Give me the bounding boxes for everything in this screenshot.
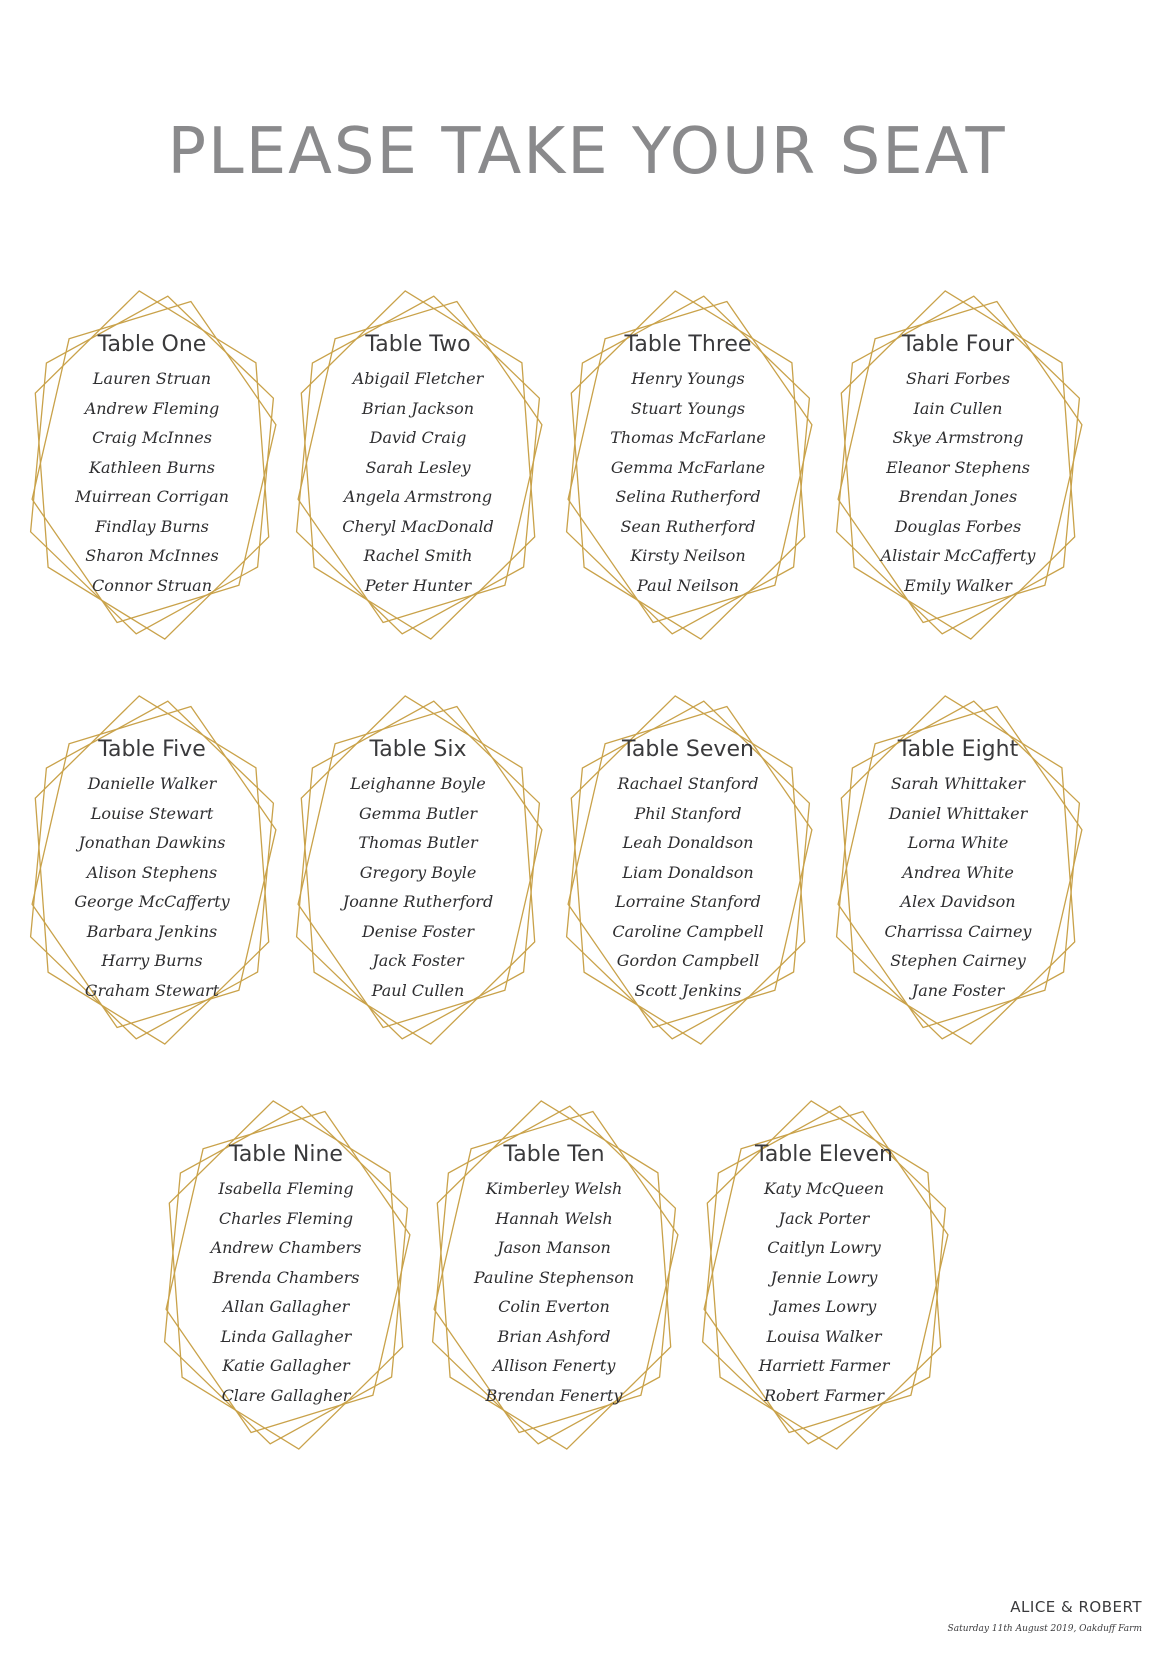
guest-name: Jonathan Dawkins bbox=[78, 833, 226, 852]
guest-name: Abigail Fletcher bbox=[352, 369, 484, 388]
guest-name: Findlay Burns bbox=[95, 516, 209, 536]
guest-name: Muirrean Corrigan bbox=[75, 487, 229, 506]
table-name: Table Six bbox=[369, 737, 467, 762]
guest-name: Jennie Lowry bbox=[770, 1267, 878, 1287]
guest-name: Emily Walker bbox=[904, 575, 1012, 595]
table-name: Table Ten bbox=[503, 1142, 605, 1167]
guest-name: Paul Cullen bbox=[371, 980, 465, 1000]
guest-name: Gemma Butler bbox=[359, 803, 477, 823]
guest-name: Stuart Youngs bbox=[630, 398, 746, 418]
guest-name: Scott Jenkins bbox=[634, 980, 742, 1000]
guest-name: Harriett Farmer bbox=[758, 1356, 890, 1375]
guest-name: Angela Armstrong bbox=[343, 487, 493, 506]
guest-name: Daniel Whittaker bbox=[888, 803, 1028, 823]
table-text bbox=[278, 735, 558, 1005]
table-text bbox=[684, 1140, 964, 1410]
couple-names: ALICE & ROBERT bbox=[1010, 1598, 1142, 1616]
guest-name: Louise Stewart bbox=[90, 803, 214, 823]
guest-name: Thomas Butler bbox=[358, 833, 478, 852]
table-text bbox=[146, 1140, 426, 1410]
guest-name: Eleanor Stephens bbox=[886, 457, 1030, 477]
guest-name: Douglas Forbes bbox=[894, 516, 1022, 536]
page-title: PLEASE TAKE YOUR SEAT bbox=[167, 115, 1007, 189]
guest-name: Skye Armstrong bbox=[892, 428, 1024, 447]
guest-name: Alison Stephens bbox=[86, 862, 218, 882]
table-name: Table Nine bbox=[229, 1142, 343, 1167]
guest-name: Peter Hunter bbox=[364, 575, 472, 595]
guest-name: Isabella Fleming bbox=[218, 1179, 354, 1198]
guest-name: Caroline Campbell bbox=[612, 921, 764, 941]
guest-name: Paul Neilson bbox=[637, 575, 739, 595]
table-name: Table One bbox=[97, 332, 207, 357]
guest-name: Katy McQueen bbox=[763, 1179, 885, 1198]
table-name: Table Four bbox=[901, 332, 1015, 357]
guest-name: Kathleen Burns bbox=[89, 457, 215, 477]
guest-name: Selina Rutherford bbox=[615, 487, 761, 506]
guest-name: David Craig bbox=[369, 428, 467, 447]
guest-name: Graham Stewart bbox=[84, 980, 220, 1000]
guest-name: Katie Gallagher bbox=[222, 1356, 350, 1375]
table-card bbox=[548, 675, 828, 1065]
table-card bbox=[818, 675, 1098, 1065]
guest-name: Jack Foster bbox=[372, 951, 464, 970]
guest-name: Connor Struan bbox=[91, 575, 213, 595]
table-card bbox=[818, 270, 1098, 660]
guest-name: Brendan Jones bbox=[898, 487, 1018, 506]
guest-name: Linda Gallagher bbox=[220, 1326, 352, 1346]
guest-name: Jane Foster bbox=[911, 980, 1005, 1000]
guest-name: Thomas McFarlane bbox=[610, 428, 766, 447]
guest-name: Barbara Jenkins bbox=[86, 921, 218, 941]
guest-name: Harry Burns bbox=[101, 951, 203, 970]
guest-name: Lorraine Stanford bbox=[615, 892, 761, 911]
table-card bbox=[684, 1080, 964, 1470]
guest-name: Lauren Struan bbox=[92, 369, 212, 388]
guest-name: Henry Youngs bbox=[631, 369, 745, 388]
guest-name: Iain Cullen bbox=[913, 398, 1003, 418]
guest-name: Joanne Rutherford bbox=[342, 892, 494, 911]
guest-name: Andrea White bbox=[902, 862, 1014, 882]
guest-name: Colin Everton bbox=[498, 1297, 610, 1316]
table-card bbox=[278, 270, 558, 660]
event-date-venue: Saturday 11th August 2019, Oakduff Farm bbox=[947, 1624, 1142, 1634]
guest-name: Andrew Fleming bbox=[84, 398, 220, 418]
guest-name: Brenda Chambers bbox=[212, 1267, 360, 1287]
guest-name: Shari Forbes bbox=[905, 369, 1011, 388]
table-card bbox=[12, 270, 292, 660]
table-text bbox=[548, 330, 828, 600]
guest-name: Sarah Whittaker bbox=[890, 774, 1026, 793]
guest-name: Caitlyn Lowry bbox=[767, 1238, 881, 1257]
guest-name: George McCafferty bbox=[74, 892, 230, 911]
guest-name: Kirsty Neilson bbox=[630, 546, 746, 565]
guest-name: Brendan Fenerty bbox=[485, 1385, 623, 1405]
guest-name: Phil Stanford bbox=[634, 803, 742, 823]
guest-name: Alex Davidson bbox=[900, 892, 1016, 911]
guest-name: Kimberley Welsh bbox=[485, 1179, 623, 1198]
guest-name: Danielle Walker bbox=[87, 774, 217, 793]
guest-name: Clare Gallagher bbox=[221, 1385, 351, 1405]
table-name: Table Eight bbox=[897, 737, 1019, 762]
table-card bbox=[414, 1080, 694, 1470]
guest-name: Leighanne Boyle bbox=[350, 774, 486, 793]
table-text bbox=[12, 735, 292, 1005]
table-text bbox=[548, 735, 828, 1005]
table-text bbox=[278, 330, 558, 600]
guest-name: Charrissa Cairney bbox=[884, 921, 1032, 941]
guest-name: Jack Porter bbox=[778, 1208, 870, 1228]
guest-name: Craig McInnes bbox=[92, 428, 212, 447]
guest-name: Charles Fleming bbox=[218, 1208, 354, 1228]
guest-name: Robert Farmer bbox=[763, 1385, 885, 1405]
guest-name: James Lowry bbox=[771, 1297, 877, 1316]
guest-name: Rachel Smith bbox=[363, 546, 473, 565]
guest-name: Pauline Stephenson bbox=[473, 1267, 635, 1287]
table-name: Table Seven bbox=[622, 737, 754, 762]
guest-name: Liam Donaldson bbox=[622, 862, 754, 882]
guest-name: Gordon Campbell bbox=[616, 951, 760, 970]
table-card bbox=[12, 675, 292, 1065]
guest-name: Allison Fenerty bbox=[492, 1356, 616, 1375]
table-card bbox=[146, 1080, 426, 1470]
guest-name: Louisa Walker bbox=[766, 1326, 882, 1346]
guest-name: Hannah Welsh bbox=[495, 1208, 613, 1228]
guest-name: Alistair McCafferty bbox=[880, 546, 1036, 565]
guest-name: Jason Manson bbox=[497, 1238, 611, 1257]
table-text bbox=[818, 330, 1098, 600]
guest-name: Stephen Cairney bbox=[890, 951, 1026, 970]
guest-name: Sarah Lesley bbox=[365, 457, 471, 477]
guest-name: Gregory Boyle bbox=[359, 862, 477, 882]
table-text bbox=[818, 735, 1098, 1005]
guest-name: Sharon McInnes bbox=[85, 546, 219, 565]
guest-name: Andrew Chambers bbox=[210, 1238, 362, 1257]
guest-name: Lorna White bbox=[907, 833, 1009, 852]
table-name: Table Five bbox=[98, 737, 206, 762]
table-card bbox=[548, 270, 828, 660]
table-name: Table Two bbox=[365, 332, 471, 357]
table-card bbox=[278, 675, 558, 1065]
table-text bbox=[414, 1140, 694, 1410]
guest-name: Brian Ashford bbox=[497, 1326, 611, 1346]
table-name: Table Eleven bbox=[755, 1142, 893, 1167]
table-text bbox=[12, 330, 292, 600]
guest-name: Leah Donaldson bbox=[622, 833, 754, 852]
guest-name: Gemma McFarlane bbox=[610, 457, 766, 477]
guest-name: Brian Jackson bbox=[361, 398, 475, 418]
guest-name: Sean Rutherford bbox=[620, 516, 756, 536]
guest-name: Cheryl MacDonald bbox=[342, 516, 494, 536]
guest-name: Allan Gallagher bbox=[222, 1297, 350, 1316]
guest-name: Rachael Stanford bbox=[617, 774, 759, 793]
guest-name: Denise Foster bbox=[361, 921, 475, 941]
table-name: Table Three bbox=[624, 332, 752, 357]
